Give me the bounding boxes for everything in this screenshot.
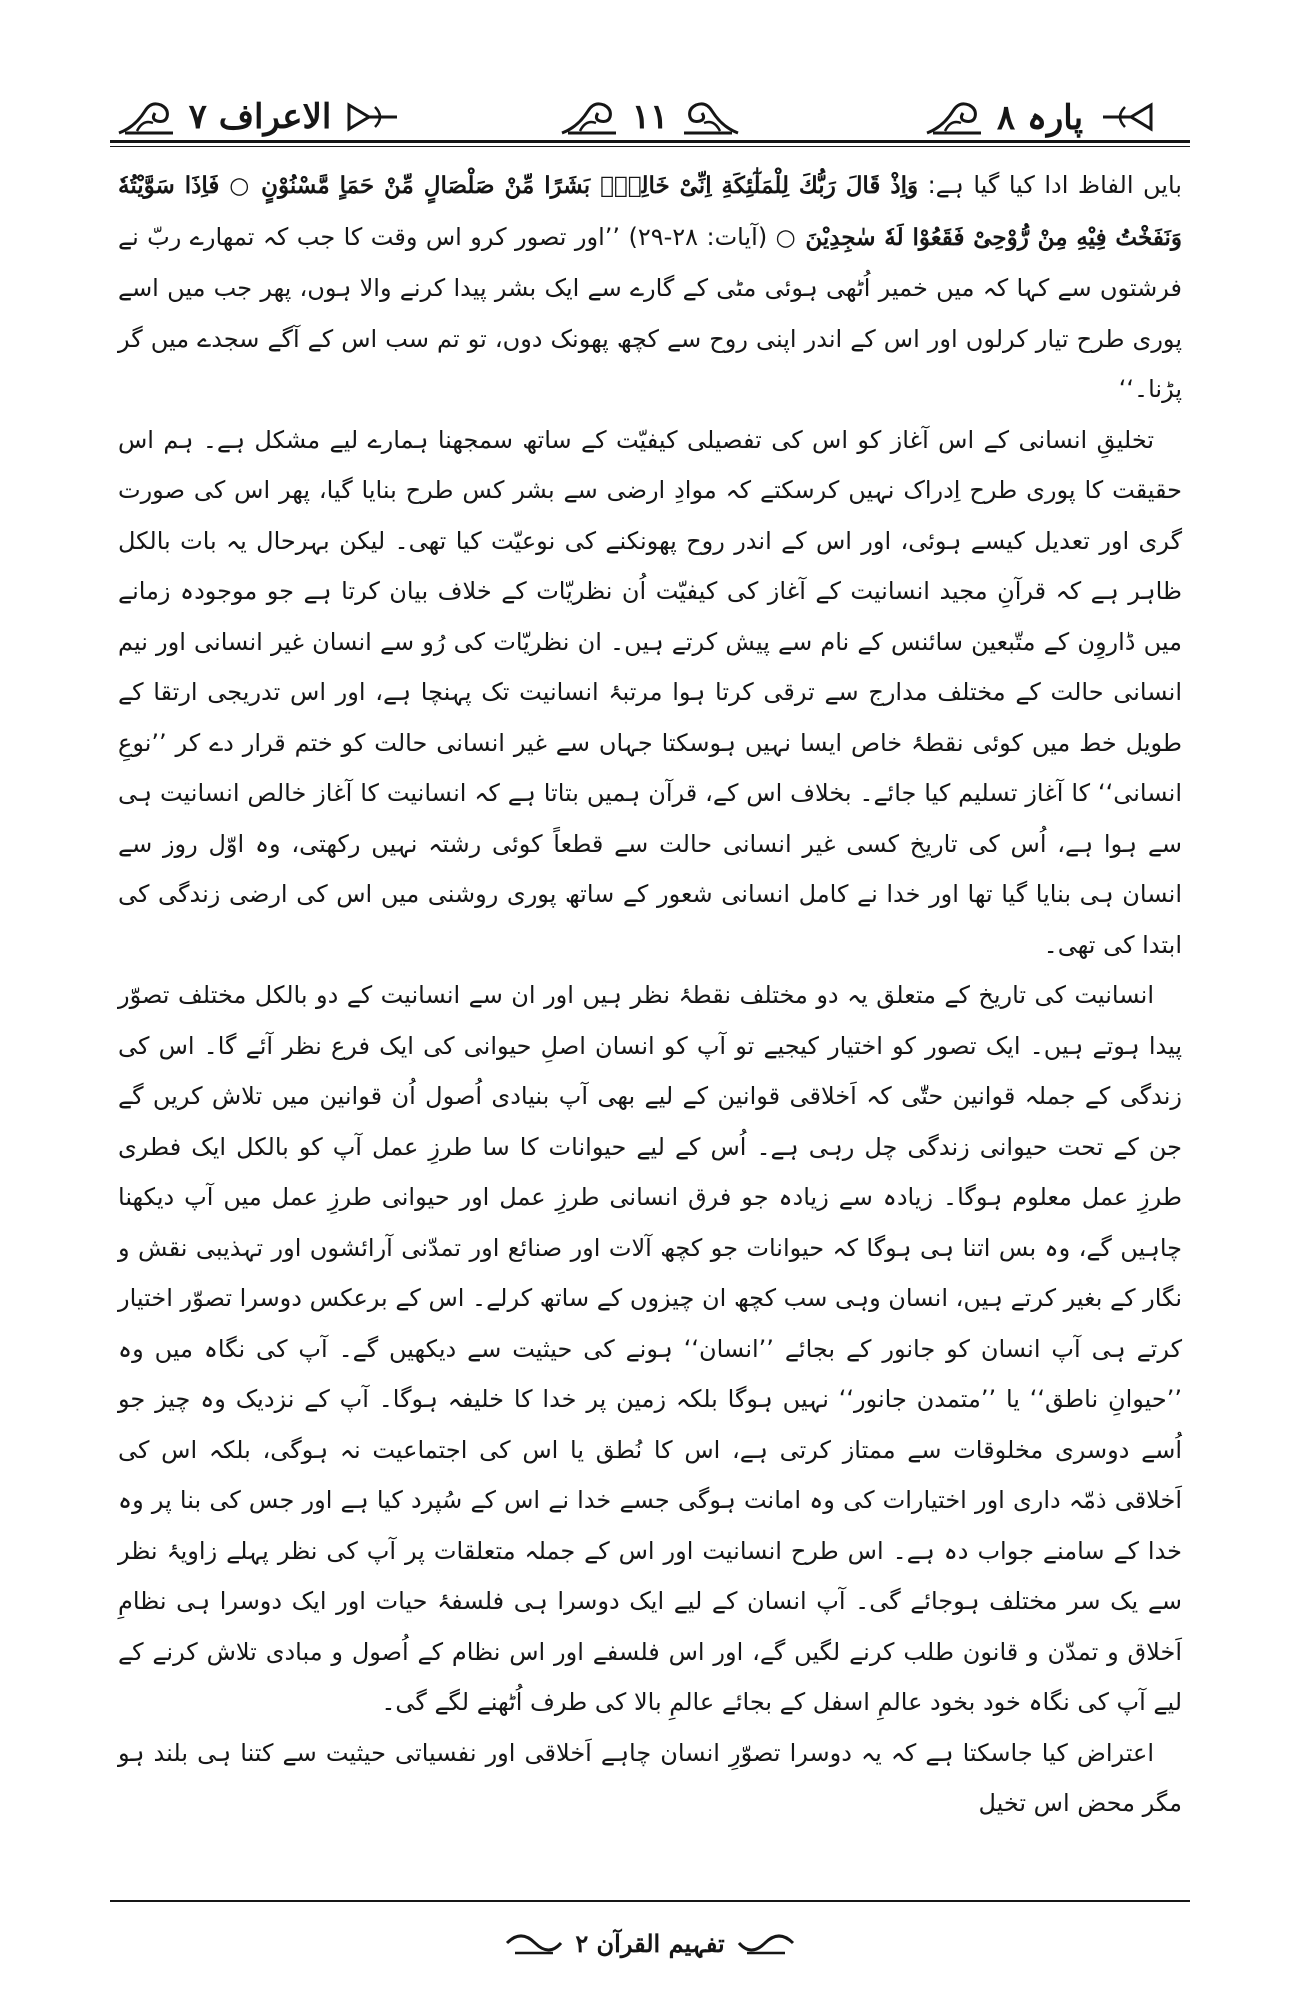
page-body — [118, 160, 1182, 1829]
paragraph: انسانیت کی تاریخ کے متعلق یہ دو مختلف نقطۂ نظر ہیں اور ان سے انسانیت کے دو بالکل مختلف تصوّر پیدا ہوتے ہیں۔ ایک تصور کو اختیار کیجیے تو آپ کو انسان اصلِ حیوانی کی ایک فرع نظر آئے گا۔ اس کی زندگی کے جملہ قوانین حتّٰی کہ اَخلاقی قوانین کے لیے بھی آپ بنیادی اُصول اُن قوانین میں تلاش کریں گے جن کے تحت حیوانی زندگی چل رہی ہے۔ اُس کے لیے حیوانات کا سا طرزِ عمل آپ کو بالکل ایک فطری طرزِ عمل معلوم ہوگا۔ زیادہ سے زیادہ جو فرق انسانی طرزِ عمل اور حیوانی طرزِ عمل میں آپ دیکھنا چاہیں گے، وہ بس اتنا ہی ہوگا کہ حیوانات جو کچھ آلات اور صنائع اور تمدّنی آرائشوں اور تہذیبی نقش و نگار کے بغیر کرتے ہیں، انسان وہی سب کچھ ان چیزوں کے ساتھ کرلے۔ اس کے برعکس دوسرا تصوّر اختیار کرتے ہی آپ انسان کو جانور کے بجائے ’’انسان‘‘ ہونے کی حیثیت سے دیکھیں گے۔ آپ کی نگاہ میں وہ ’’حیوانِ ناطق‘‘ یا ’’متمدن جانور‘‘ نہیں ہوگا بلکہ زمین پر خدا کا خلیفہ ہوگا۔ آپ کے نزدیک وہ چیز جو اُسے دوسری مخلوقات سے ممتاز کرتی ہے، اس کا نُطق یا اس کی اجتماعیت نہ ہوگی، بلکہ اس کی اَخلاقی ذمّہ داری اور اختیارات کی وہ امانت ہوگی جسے خدا نے اس کے سُپرد کیا ہے اور جس کی بنا پر وہ خدا کے سامنے جواب دہ ہے۔ اس طرح انسانیت اور اس کے جملہ متعلقات پر آپ کی نظر پہلے زاویۂ نظر سے یک سر مختلف ہوجائے گی۔ آپ انسان کے لیے ایک دوسرا ہی فلسفۂ حیات اور ایک دوسرا ہی نظامِ اَخلاق و تمدّن و قانون طلب کرنے لگیں گے، اور اس فلسفے اور اس نظام کے اُصول و مبادی تلاش کرنے کے لیے آپ کی نگاہ خود بخود عالمِ اسفل کے بجائے عالمِ بالا کی طرف اُٹھنے لگے گی۔ — [118, 981, 1182, 1716]
surah-title: الاعراف ۷ — [188, 97, 332, 137]
header-rule — [110, 140, 1190, 143]
page-number-block — [495, 88, 805, 146]
ornament-icon — [560, 97, 618, 137]
ornament-icon — [925, 97, 983, 137]
page-number: ۱۱ — [631, 97, 669, 137]
verse-intro: بایں الفاظ ادا کیا گیا ہے: — [927, 171, 1182, 199]
ornament-icon — [737, 1923, 795, 1963]
juz-title-block — [890, 88, 1190, 146]
paragraph: اعتراض کیا جاسکتا ہے کہ یہ دوسرا تصوّرِ انسان چاہے اَخلاقی اور نفسیاتی حیثیت سے کتنا ہی بلند ہو مگر محض اس تخیل — [118, 1738, 1182, 1817]
footer-rule — [110, 1900, 1190, 1902]
book-title: تفہیم القرآن ۲ — [575, 1928, 725, 1958]
quran-verse: وَاِذْ قَالَ رَبُّكَ لِلْمَلٰٓئِكَةِ اِنِّیْ خَالِقٌۢ بَشَرًا مِّنْ صَلْصَالٍ مِّنْ حَمَاٍ مَّسْنُوْنٍ ○ فَاِذَا سَوَّیْتُهٗ وَنَفَخْتُ فِیْهِ مِنْ رُّوْحِیْ فَقَعُوْا لَهٗ سٰجِدِیْنَ ○ — [118, 172, 1182, 251]
ornament-icon — [1097, 97, 1155, 137]
ornament-icon — [345, 97, 403, 137]
header-rule-thin — [110, 146, 1190, 147]
ornament-icon — [117, 97, 175, 137]
ornament-icon — [505, 1923, 563, 1963]
surah-title-block — [110, 88, 410, 146]
page-header — [110, 88, 1190, 146]
ornament-icon — [682, 97, 740, 137]
paragraph-verse — [118, 160, 1182, 415]
page-footer — [460, 1918, 840, 1968]
juz-title: پارہ ۸ — [996, 97, 1084, 138]
verse-translation: (آیات: ۲۸-۲۹) ’’اور تصور کرو اس وقت کا جب کہ تمھارے ربّ نے فرشتوں سے کہا کہ میں خمیر اُٹھی ہوئی مٹی کے گارے سے ایک بشر پیدا کرنے والا ہوں، پھر جب میں اسے پوری طرح تیار کرلوں اور اس کے اندر اپنی روح سے کچھ پھونک دوں، تو تم سب اس کے آگے سجدے میں گر پڑنا۔‘‘ — [118, 222, 1182, 403]
paragraph: تخلیقِ انسانی کے اس آغاز کو اس کی تفصیلی کیفیّت کے ساتھ سمجھنا ہمارے لیے مشکل ہے۔ ہم اس حقیقت کا پوری طرح اِدراک نہیں کرسکتے کہ موادِ ارضی سے بشر کس طرح بنایا گیا، پھر اس کی صورت گری اور تعدیل کیسے ہوئی، اور اس کے اندر روح پھونکنے کی نوعیّت کیا تھی۔ لیکن بہرحال یہ بات بالکل ظاہر ہے کہ قرآنِ مجید انسانیت کے آغاز کی کیفیّت اُن نظریّات کے خلاف بیان کرتا ہے جو موجودہ زمانے میں ڈاروِن کے متّبعین سائنس کے نام سے پیش کرتے ہیں۔ ان نظریّات کی رُو سے انسان غیر انسانی اور نیم انسانی حالت کے مختلف مدارج سے ترقی کرتا ہوا مرتبۂ انسانیت تک پہنچا ہے، اور اس تدریجی ارتقا کے طویل خط میں کوئی نقطۂ خاص ایسا نہیں ہوسکتا جہاں سے غیر انسانی حالت کو ختم قرار دے کر ’’نوعِ انسانی‘‘ کا آغاز تسلیم کیا جائے۔ بخلاف اس کے، قرآن ہمیں بتاتا ہے کہ انسانیت کا آغاز خالص انسانیت ہی سے ہوا ہے، اُس کی تاریخ کسی غیر انسانی حالت سے قطعاً کوئی رشتہ نہیں رکھتی، وہ اوّل روز سے انسان ہی بنایا گیا تھا اور خدا نے کامل انسانی شعور کے ساتھ پوری روشنی میں اس کی ارضی زندگی کی ابتدا کی تھی۔ — [118, 425, 1182, 959]
